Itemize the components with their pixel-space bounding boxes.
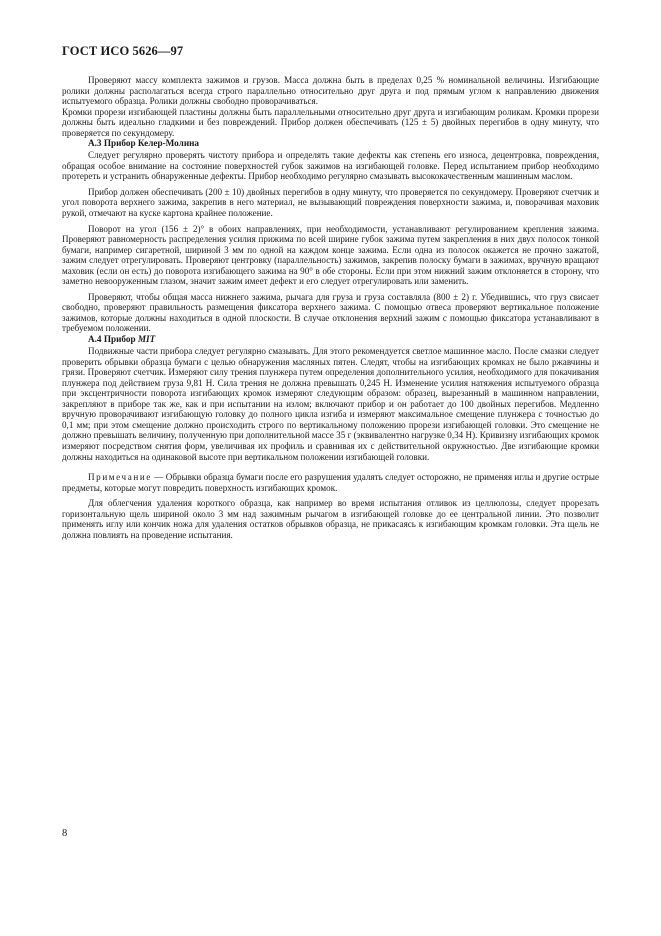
document-header: ГОСТ ИСО 5626—97 xyxy=(62,44,184,58)
paragraph: Проверяют массу комплекта зажимов и грузов. Масса должна быть в пределах 0,25 % номинальной величины. Изгибающие ролики должны располагаться всегда строго параллельно относительно друг друга и под прямым углом к направлению движения испытуемого образца. Ролики должны свободно проворачиваться. xyxy=(62,75,599,107)
note-dash: — xyxy=(151,472,166,483)
note-label: Примечание xyxy=(88,472,152,483)
note-paragraph xyxy=(62,472,599,493)
paragraph: Для облегчения удаления короткого образца, как например во время испытания отливок из целлюлозы, следует прорезать горизонтальную щель шириной около 3 мм над зажимным рычагом в изгибающей головке до ее центральной линии. Это позволит применять иглу или кончик ножа для удаления остатков обрывков образца, не прикасаясь к изгибающим кромкам головки. Эта щель не должна повлиять на проведение испытания. xyxy=(62,498,599,540)
paragraph: Кромки прорези изгибающей пластины должны быть параллельными относительно друг друга и изгибающим роликам. Кромки прорези должны быть идеально гладкими и без повреждений. Прибор должен обеспечивать (125 ± 5) двойных перегибов в одну минуту, что проверяется по секундомеру. xyxy=(62,106,599,138)
page-number: 8 xyxy=(62,828,68,839)
section-heading-a4-name: MIT xyxy=(137,334,156,345)
paragraph: Подвижные части прибора следует регулярно смазывать. Для этого рекомендуется светлое машинное масло. После смазки следует проверить обрывки образца бумаги с целью обнаружения масляных пятен. Следят, чтобы на изгибающих кромках не было ржавчины и грязи. Проверяют счетчик. Измеряют силу трения плунжера путем определения дополнительного усилия, необходимого для покачивания плунжера под действием груза 9,81 Н. Сила трения не должна превышать 0,245 Н. Изменение усилия натяжения испытуемого образца при эксцентричности поворота изгибающих кромок измеряют следующим образом: образец, вырезанный в машинном направлении, закрепляют в приборе так же, как и при испытании на излом; включают прибор и он работает до 100 двойных перегибов. Медленно вручную проворачивают изгибающую головку до полного цикла изгиба и измеряют максимальное смещение плунжера с точностью до 0,1 мм; при этом смещение должно происходить строго по вертикальному положению прорези изгибающей головки. Это смещение не должно превышать величину, полученную при дополнительной массе 35 г (эквивалентно нагрузке 0,34 Н). Кривизну изгибающих кромок измеряют посредством снятия форм, увеличивая их профиль и сравнивая их с действительной окружностью. Две изгибающие кромки должны находиться на одинаковой высоте при вертикальном положении изгибающей головки. xyxy=(62,346,599,462)
section-heading-a4 xyxy=(62,334,599,345)
section-heading-a3: А.3 Прибор Келер-Молина xyxy=(88,138,199,149)
note-text: Обрывки образца бумаги после его разрушения удалять следует осторожно, не применяя иглы и другие острые предметы, которые могут повредить поверхность изгибающих кромок. xyxy=(62,472,599,493)
paragraph: Следует регулярно проверять чистоту прибора и определять такие дефекты как степень его износа, децентровка, повреждения, обращая особое внимание на состояние поверхностей губок зажимов на изгибающей головке. Перед испытанием прибор необходимо протереть и устранить обнаруженные дефекты. Прибор необходимо регулярно смазывать высококачественным машинным маслом. xyxy=(62,150,599,182)
paragraph: Поворот на угол (156 ± 2)° в обоих направлениях, при необходимости, устанавливают регулированием крепления зажима. Проверяют равномерность распределения усилия прижима по всей ширине губок зажима путем закрепления в них двух полосок тонкой бумаги, например сигаретной, шириной 3 мм по одной на каждом конце зажима. Если одна из полосок окажется не прочно зажатой, зажим следует отрегулировать. Проверяют центровку (параллельность) зажимов, закрепив полоску бумаги в зажимах, вручную вращают маховик (если он есть) до поворота изгибающего зажима на 90° в обе стороны. Если при этом нижний зажим отклоняется в сторону, что заметно невооруженным глазом, значит зажим имеет дефект и его следует отрегулировать или заменить. xyxy=(62,223,599,287)
paragraph: Прибор должен обеспечивать (200 ± 10) двойных перегибов в одну минуту, что проверяется по секундомеру. Проверяют счетчик и угол поворота верхнего зажима, закрепив в него материал, не вызывающий повреждения поверхности зажима, и, поворачивая маховик рукой, отмечают на куске картона крайнее положение. xyxy=(62,186,599,219)
paragraph: Проверяют, чтобы общая масса нижнего зажима, рычага для груза и груза составляла (800 ± 2) г. Убедившись, что груз свисает свободно, проверяют правильность размещения фиксатора верхнего зажима. С помощью отвеса проверяют вертикальное положение зажимов, которые должны находиться в одной плоскости. В случае отклонения верхний зажим с помощью фиксатора устанавливают в требуемом положении. xyxy=(62,291,599,334)
document-body xyxy=(62,75,599,540)
section-heading-a4-prefix: А.4 Прибор xyxy=(88,334,138,345)
